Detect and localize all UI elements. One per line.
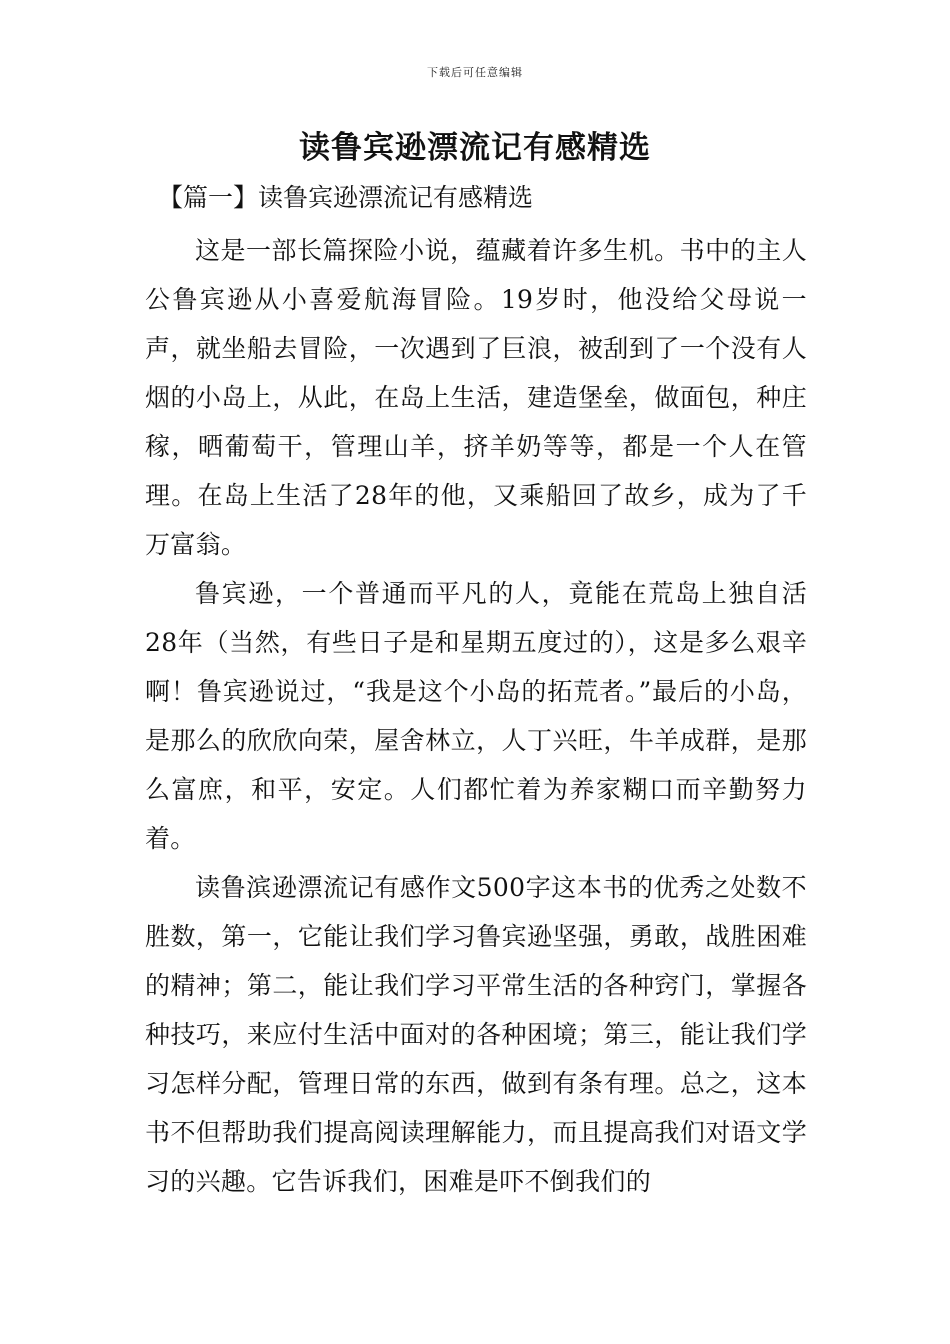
- paragraph-1: 这是一部长篇探险小说，蕴藏着许多生机。书中的主人公鲁宾逊从小喜爱航海冒险。19岁时，他没给父母说一声，就坐船去冒险，一次遇到了巨浪，被刮到了一个没有人烟的小岛上，从此，在岛上生活，建造堡垒，做面包，种庄稼，晒葡萄干，管理山羊，挤羊奶等等，都是一个人在管理。在岛上生活了28年的他，又乘船回了故乡，成为了千万富翁。: [145, 236, 807, 559]
- section-heading: 【篇一】读鲁宾逊漂流记有感精选: [158, 183, 534, 212]
- document-title: 读鲁宾逊漂流记有感精选: [299, 130, 651, 166]
- paragraph-3: 读鲁滨逊漂流记有感作文500字这本书的优秀之处数不胜数，第一，它能让我们学习鲁宾逊坚强，勇敢，战胜困难的精神；第二，能让我们学习平常生活的各种窍门，掌握各种技巧，来应付生活中面对的各种困境；第三，能让我们学习怎样分配，管理日常的东西，做到有条有理。总之，这本书不但帮助我们提高阅读理解能力，而且提高我们对语文学习的兴趣。它告诉我们，困难是吓不倒我们的: [145, 873, 807, 1196]
- paragraph-2: 鲁宾逊，一个普通而平凡的人，竟能在荒岛上独自活28年（当然，有些日子是和星期五度过的），这是多么艰辛啊！鲁宾逊说过，“我是这个小岛的拓荒者。”最后的小岛，是那么的欣欣向荣，屋舍林立，人丁兴旺，牛羊成群，是那么富庶，和平，安定。人们都忙着为养家糊口而辛勤努力着。: [145, 579, 807, 853]
- document-body: [145, 226, 807, 1206]
- header-note: 下载后可任意编辑: [427, 66, 523, 79]
